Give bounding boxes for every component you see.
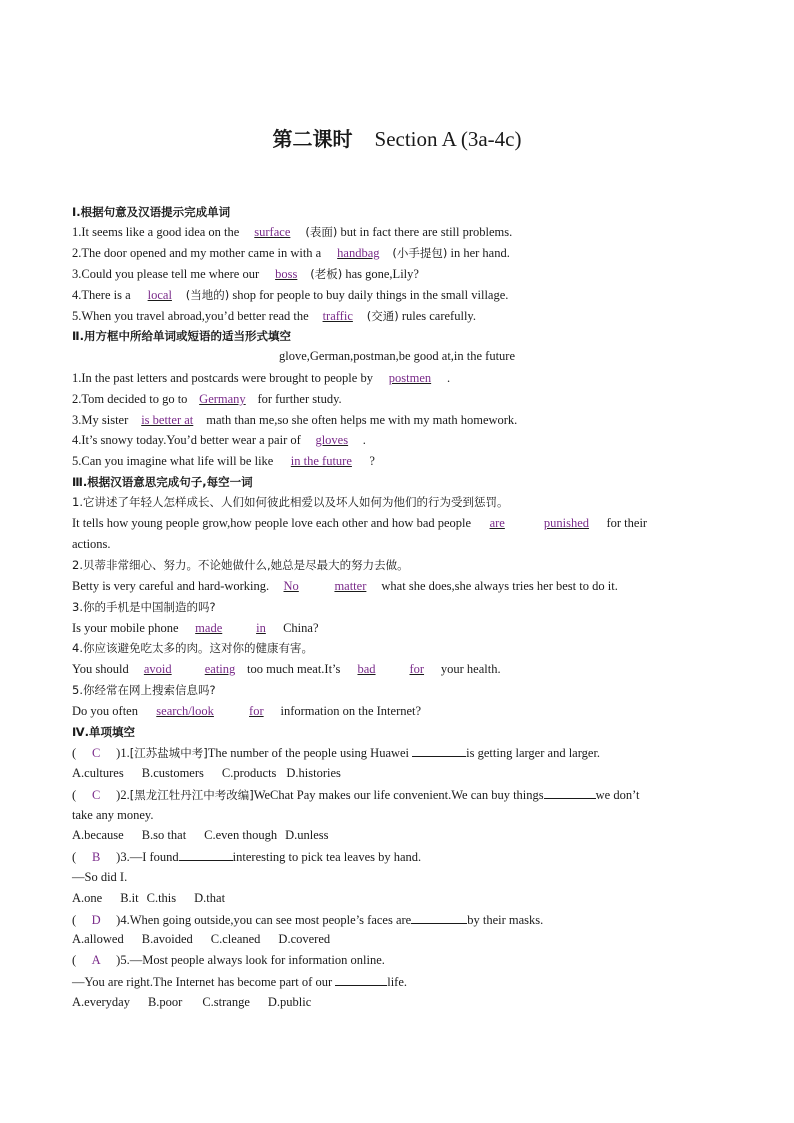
s2-item-2: [72, 391, 342, 407]
s4-q3: [72, 848, 421, 865]
text: Do you often: [72, 704, 142, 718]
answer: search/look: [156, 704, 214, 718]
s1-item-3: [72, 266, 419, 282]
paren: (: [72, 953, 77, 967]
paren: (: [72, 850, 77, 864]
option: B.it: [120, 891, 139, 905]
text: we don’t: [595, 788, 640, 802]
text: 4.There is a: [72, 288, 134, 302]
answer: B: [92, 850, 101, 864]
s3-q2-chinese: 2.贝蒂非常细心、努力。不论她做什么,她总是尽最大的努力去做。: [72, 558, 409, 572]
text: but in fact there are still problems.: [337, 225, 513, 239]
s3-q5-english: [72, 703, 421, 719]
s1-item-1: [72, 224, 512, 240]
section-2-heading: Ⅱ.用方框中所给单词或短语的适当形式填空: [72, 329, 291, 343]
text: 5.Can you imagine what life will be like: [72, 454, 274, 468]
s4-q3-options: [72, 890, 243, 906]
answer: bad: [357, 662, 376, 676]
option: C.this: [146, 891, 177, 905]
blank: [411, 911, 467, 924]
text: is getting larger and larger.: [466, 746, 601, 760]
option: A.one: [72, 891, 103, 905]
option: C.strange: [202, 995, 250, 1009]
answer: D: [91, 913, 101, 927]
s4-q4: [72, 911, 543, 928]
s3-q2-english: [72, 578, 618, 594]
text: —You are right.The Internet has become part of our: [72, 975, 336, 989]
answer: traffic: [322, 309, 353, 323]
section-4-heading: Ⅳ.单项填空: [72, 725, 136, 739]
s4-q4-options: [72, 931, 348, 947]
text: 1.It seems like a good idea on the: [72, 225, 240, 239]
s4-q2-continued: take any money.: [72, 808, 154, 822]
option: D.public: [267, 995, 312, 1009]
paren: (: [72, 788, 77, 802]
text: 3.My sister: [72, 413, 129, 427]
text: Is your mobile phone: [72, 621, 182, 635]
s4-q3-continued: —So did I.: [72, 870, 128, 884]
text: 4.It’s snowy today.You’d better wear a pair of: [72, 433, 301, 447]
text: 2.The door opened and my mother came in with a: [72, 246, 325, 260]
s4-q2-options: [72, 827, 347, 843]
option: A.everyday: [72, 995, 130, 1009]
answer: C: [92, 788, 101, 802]
text: shop for people to buy daily things in the small village.: [229, 288, 509, 302]
answer: C: [92, 746, 101, 760]
s4-q1: [72, 744, 600, 761]
option: D.histories: [286, 766, 341, 780]
blank: [412, 744, 466, 757]
answer: matter: [334, 579, 367, 593]
s1-item-5: [72, 308, 476, 324]
s2-item-1: [72, 370, 450, 386]
option: C.even though: [204, 828, 278, 842]
hint: (当地的): [185, 288, 230, 302]
paren: (: [72, 913, 77, 927]
text: math than me,so she often helps me with my math homework.: [206, 413, 518, 427]
s1-item-2: [72, 245, 510, 261]
text: for further study.: [257, 392, 342, 406]
option: B.avoided: [141, 932, 193, 946]
hint: (小手提包): [392, 246, 448, 260]
s3-q1-continued: actions.: [72, 537, 111, 551]
option: B.poor: [147, 995, 183, 1009]
answer: Germany: [199, 392, 246, 406]
answer: made: [195, 621, 223, 635]
option: A.because: [72, 828, 124, 842]
answer: punished: [543, 516, 590, 530]
s2-item-3: [72, 412, 517, 428]
text: by their masks.: [467, 913, 544, 927]
answer: in the future: [290, 454, 352, 468]
page-title: [72, 123, 722, 152]
text: your health.: [437, 662, 501, 676]
text: The number of the people using Huawei: [207, 746, 413, 760]
option: D.that: [194, 891, 226, 905]
text: .: [362, 433, 366, 447]
answer: postmen: [388, 371, 432, 385]
text: Betty is very careful and hard-working.: [72, 579, 270, 593]
hint: (交通): [366, 309, 399, 323]
s2-item-4: [72, 432, 366, 448]
option: B.so that: [141, 828, 187, 842]
text: It tells how young people grow,how people love each other and how bad people: [72, 516, 475, 530]
option: C.cleaned: [210, 932, 261, 946]
text: )5.—Most people always look for information online.: [116, 953, 385, 967]
blank: [544, 786, 596, 799]
option: B.customers: [141, 766, 204, 780]
answer: for: [249, 704, 264, 718]
text: too much meat.It’s: [247, 662, 344, 676]
s3-q3-chinese: 3.你的手机是中国制造的吗?: [72, 600, 216, 614]
title-english: Section A (3a-4c): [374, 127, 522, 151]
answer: local: [147, 288, 172, 302]
text: You should: [72, 662, 129, 676]
text: rules carefully.: [398, 309, 476, 323]
answer: for: [409, 662, 425, 676]
s3-q4-english: [72, 661, 501, 677]
answer: boss: [275, 267, 298, 281]
text: information on the Internet?: [277, 704, 422, 718]
paren: (: [72, 746, 77, 760]
blank: [335, 973, 387, 986]
source: [黑龙江牡丹江中考改编]: [129, 788, 254, 802]
hint: (老板): [310, 267, 343, 281]
text: WeChat Pay makes our life convenient.We can buy things: [253, 788, 544, 802]
answer: A: [91, 953, 101, 967]
option: A.cultures: [72, 766, 124, 780]
text: )3.—I found: [116, 850, 179, 864]
text: )2.: [116, 788, 130, 802]
s4-q1-options: [72, 765, 359, 781]
answer: is better at: [141, 413, 194, 427]
section-3-heading: Ⅲ.根据汉语意思完成句子,每空一词: [72, 475, 253, 489]
s3-q1-english: [72, 515, 722, 531]
answer: surface: [254, 225, 291, 239]
text: .: [446, 371, 451, 385]
s3-q5-chinese: 5.你经常在网上搜索信息吗?: [72, 683, 216, 697]
answer: eating: [204, 662, 236, 676]
text: China?: [279, 621, 319, 635]
text: life.: [387, 975, 408, 989]
text: 2.Tom decided to go to: [72, 392, 188, 406]
s1-item-4: [72, 287, 508, 303]
s3-q1-chinese: 1.它讲述了年轻人怎样成长、人们如何彼此相爱以及坏人如何为他们的行为受到惩罚。: [72, 495, 509, 509]
s4-q5: [72, 952, 385, 968]
s3-q3-english: [72, 620, 319, 636]
option: A.allowed: [72, 932, 124, 946]
text: )4.When going outside,you can see most people’s faces are: [116, 913, 412, 927]
s4-q5-continued: [72, 973, 407, 990]
option: D.unless: [285, 828, 329, 842]
text: 3.Could you please tell me where our: [72, 267, 263, 281]
answer: are: [489, 516, 505, 530]
answer: handbag: [337, 246, 380, 260]
text: what she does,she always tries her best to do it.: [381, 579, 618, 593]
text: interesting to pick tea leaves by hand.: [232, 850, 422, 864]
text: has gone,Lily?: [342, 267, 419, 281]
title-chinese: 第二课时: [272, 127, 353, 151]
text: 5.When you travel abroad,you’d better read the: [72, 309, 309, 323]
section-1-heading: Ⅰ.根据句意及汉语提示完成单词: [72, 205, 231, 219]
answer: gloves: [315, 433, 349, 447]
s4-q2: [72, 786, 640, 803]
text: 1.In the past letters and postcards were brought to people by: [72, 371, 373, 385]
s4-q5-options: [72, 994, 329, 1010]
answer: avoid: [143, 662, 172, 676]
option: C.products: [221, 766, 277, 780]
option: D.covered: [278, 932, 331, 946]
s3-q4-chinese: 4.你应该避免吃太多的肉。这对你的健康有害。: [72, 641, 313, 655]
s2-item-5: [72, 453, 375, 469]
blank: [179, 848, 233, 861]
answer: No: [283, 579, 299, 593]
text: ?: [369, 454, 375, 468]
source: [江苏盐城中考]: [129, 746, 208, 760]
text: in her hand.: [447, 246, 510, 260]
text: )1.: [116, 746, 130, 760]
text: for their: [606, 516, 648, 530]
hint: (表面): [305, 225, 338, 239]
word-box: glove,German,postman,be good at,in the future: [278, 349, 516, 363]
answer: in: [256, 621, 266, 635]
